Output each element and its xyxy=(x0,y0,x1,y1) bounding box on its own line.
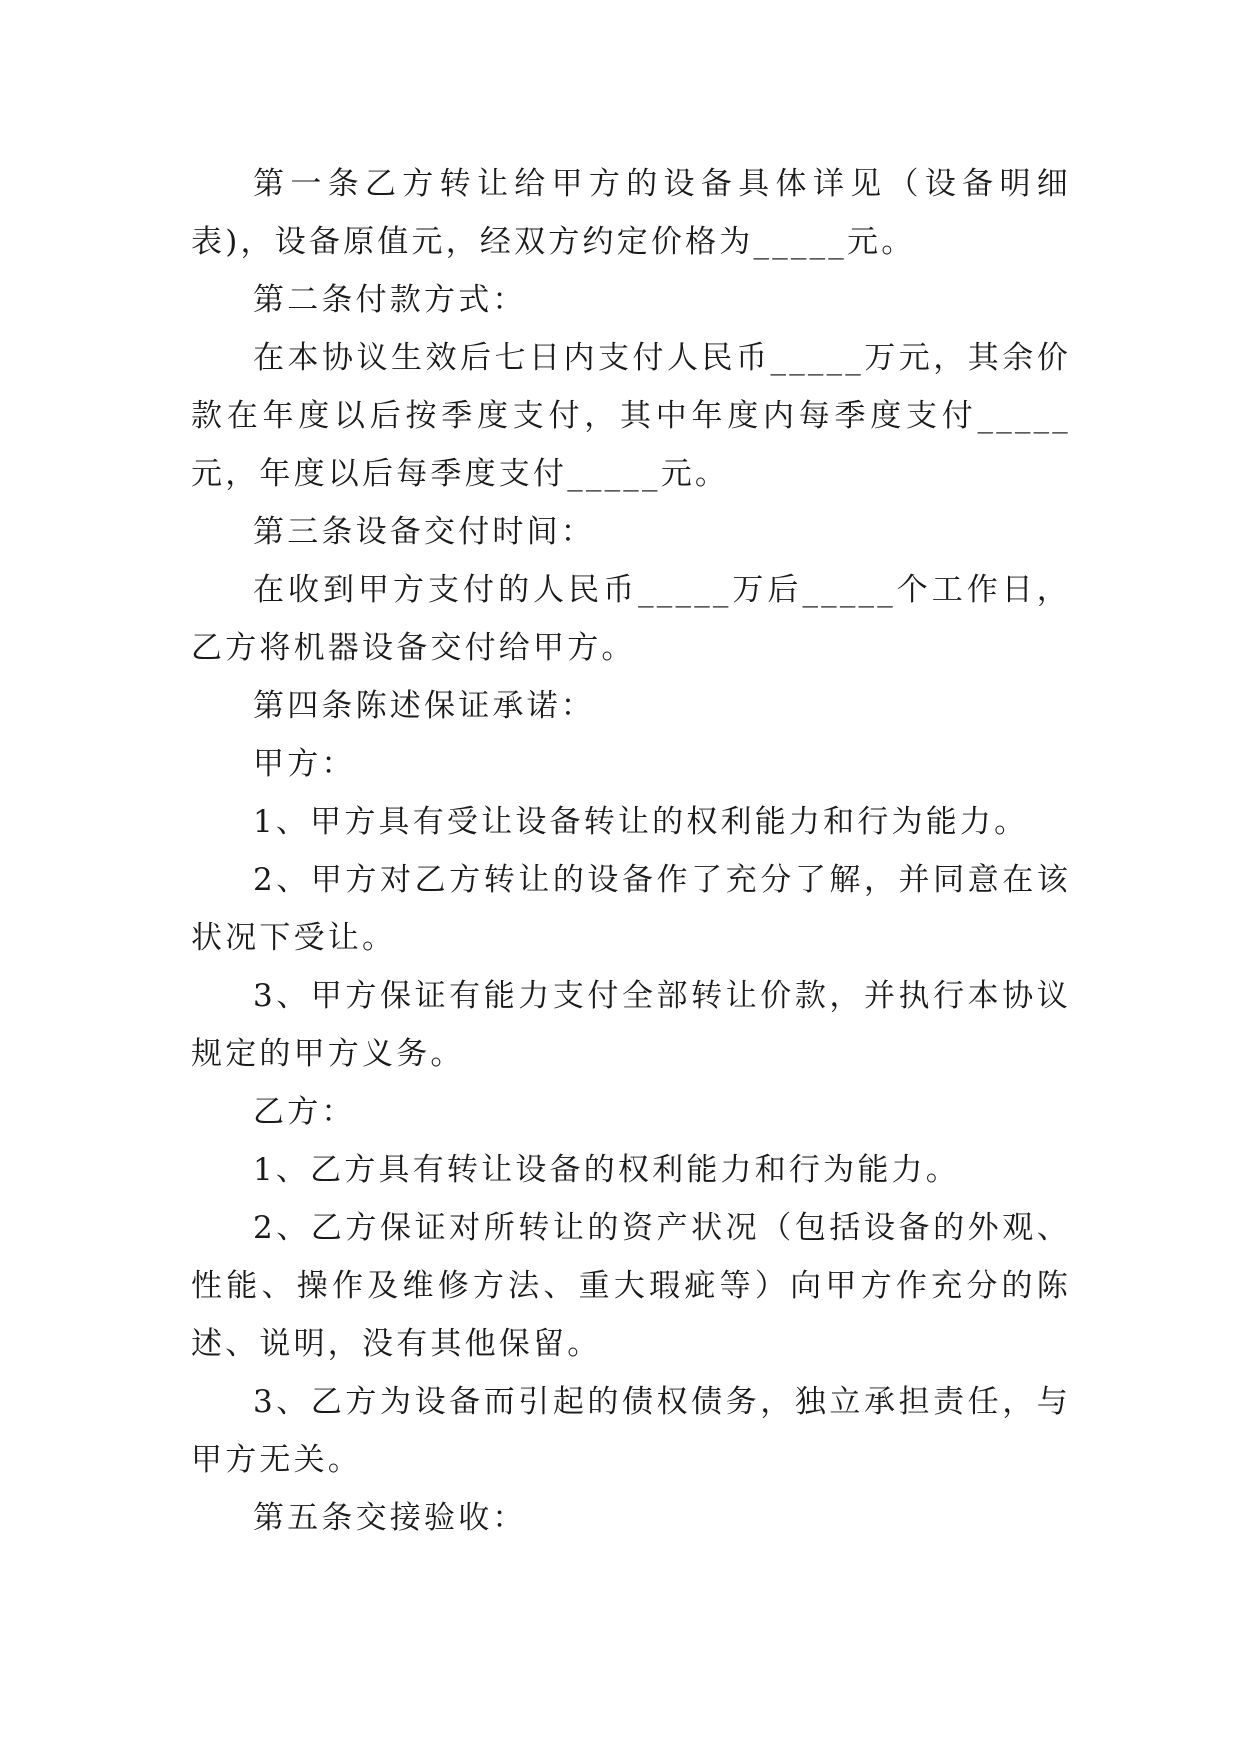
party-a-heading: 甲方： xyxy=(253,746,356,782)
document-body xyxy=(191,155,1071,1547)
party-a-item-2: 2、甲方对乙方转让的设备作了充分了解，并同意在该状况下受让。 xyxy=(191,862,1071,956)
clause-3-text: 在收到甲方支付的人民币_____万后_____个工作日，乙方将机器设备交付给甲方。 xyxy=(191,572,1071,666)
clause-2-text: 在本协议生效后七日内支付人民币_____万元，其余价款在年度以后按季度支付，其中年度内每季度支付_____元，年度以后每季度支付_____元。 xyxy=(191,340,1071,492)
party-a-item-1: 1、甲方具有受让设备转让的权利能力和行为能力。 xyxy=(253,804,1029,840)
clause-4-heading: 第四条陈述保证承诺： xyxy=(253,688,595,724)
clause-3-heading: 第三条设备交付时间： xyxy=(253,514,595,550)
party-b-item-1: 1、乙方具有转让设备的权利能力和行为能力。 xyxy=(253,1152,960,1188)
party-b-heading: 乙方： xyxy=(253,1094,356,1130)
party-a-item-3: 3、甲方保证有能力支付全部转让价款，并执行本协议规定的甲方义务。 xyxy=(191,978,1071,1072)
party-b-item-3: 3、乙方为设备而引起的债权债务，独立承担责任，与甲方无关。 xyxy=(191,1384,1071,1478)
clause-1-text: 第一条乙方转让给甲方的设备具体详见（设备明细表)，设备原值元，经双方约定价格为_____元。 xyxy=(191,166,1071,260)
party-b-item-2: 2、乙方保证对所转让的资产状况（包括设备的外观、性能、操作及维修方法、重大瑕疵等）向甲方作充分的陈述、说明，没有其他保留。 xyxy=(191,1210,1071,1362)
clause-5-heading: 第五条交接验收： xyxy=(253,1500,527,1536)
clause-2-heading: 第二条付款方式： xyxy=(253,282,527,318)
